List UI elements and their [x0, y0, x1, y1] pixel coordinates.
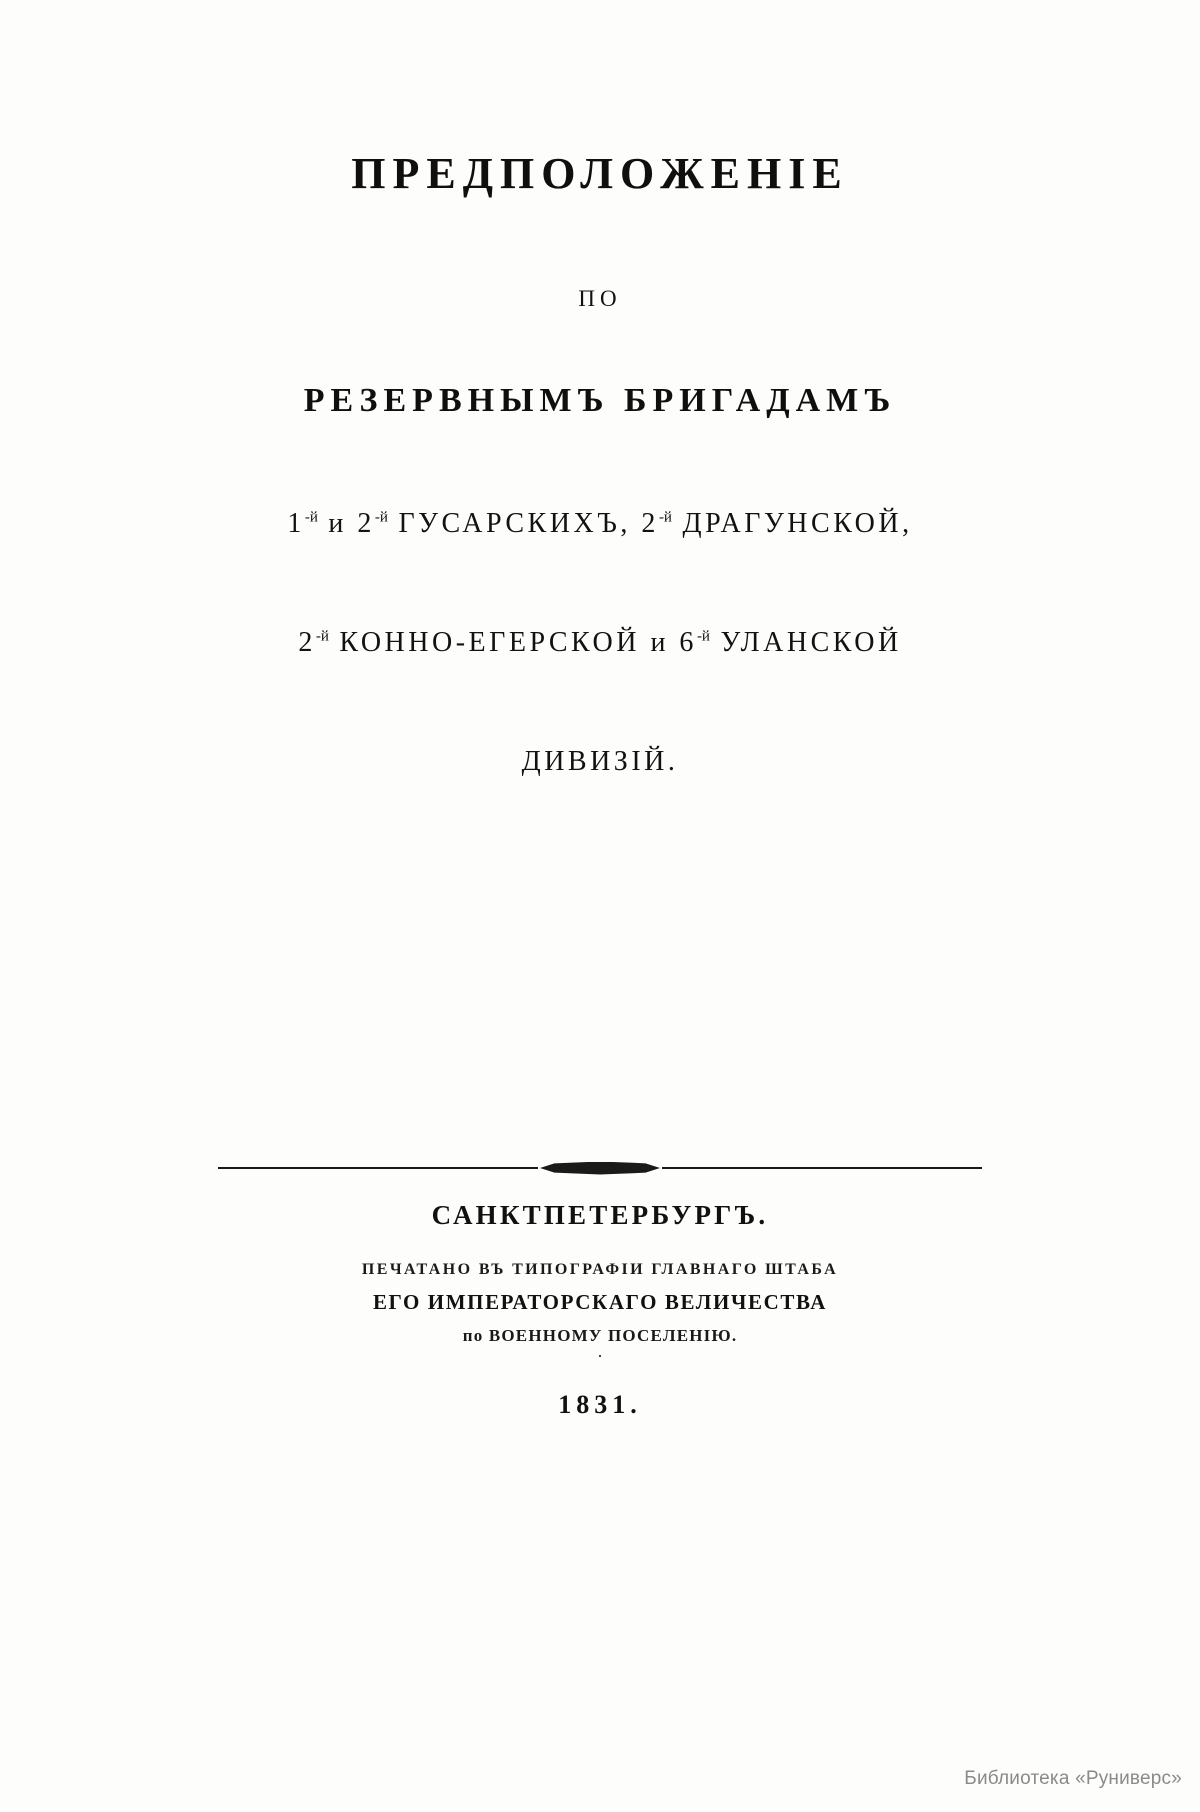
- divisions-line-2-sup-b: -й: [696, 629, 710, 646]
- ornament-diamond-icon: [540, 1162, 660, 1175]
- ornament-divider: [0, 1160, 1200, 1176]
- divisions-line-1-sup-a: -й: [304, 510, 318, 527]
- ornament-rule-right: [662, 1167, 982, 1169]
- imprint-separator-dot: ·: [597, 1346, 603, 1366]
- divisions-line-1-sup-b: -й: [374, 510, 388, 527]
- imprint-year: 1831.: [558, 1390, 642, 1419]
- divisions-line-1: [0, 506, 1200, 541]
- divisions-line-2-part-b: КОННО-ЕГЕРСКОЙ и 6: [328, 627, 697, 659]
- divisions-line-2-sup-a: -й: [315, 629, 329, 646]
- imprint-block: [0, 1200, 1200, 1420]
- library-watermark: Библиотека «Руниверс»: [964, 1768, 1182, 1789]
- divisions-line-1-sup-c: -й: [658, 510, 672, 527]
- imprint-printer-line-2: ЕГО ИМПЕРАТОРСКАГО ВЕЛИЧЕСТВА: [372, 1290, 828, 1314]
- page-title: ПРЕДПОЛОЖЕНІЕ: [351, 149, 849, 198]
- title-block: [0, 150, 1200, 779]
- title-preposition: ПО: [578, 286, 622, 312]
- divisions-line-1-part-a: 1: [287, 508, 305, 540]
- divisions-line-1-part-d: ДРАГУНСКОЙ,: [671, 508, 913, 540]
- title-subject: РЕЗЕРВНЫМЪ БРИГАДАМЪ: [303, 382, 897, 420]
- imprint-city: САНКТПЕТЕРБУРГЪ.: [431, 1200, 769, 1230]
- imprint-printer-line-3: по ВОЕННОМУ ПОСЕЛЕНІЮ.: [462, 1326, 738, 1345]
- ornament-rule-left: [218, 1167, 538, 1169]
- divisions-line-3: ДИВИЗІЙ.: [521, 746, 679, 778]
- divisions-line-1-part-c: ГУСАРСКИХЪ, 2: [387, 508, 659, 540]
- divisions-line-2: [0, 625, 1200, 660]
- divisions-line-2-part-a: 2: [298, 627, 316, 659]
- divisions-line-2-part-c: УЛАНСКОЙ: [709, 627, 902, 659]
- imprint-printer-line-1: ПЕЧАТАНО ВЪ ТИПОГРАФІИ ГЛАВНАГО ШТАБА: [361, 1261, 839, 1278]
- divisions-line-1-part-b: и 2: [317, 508, 375, 540]
